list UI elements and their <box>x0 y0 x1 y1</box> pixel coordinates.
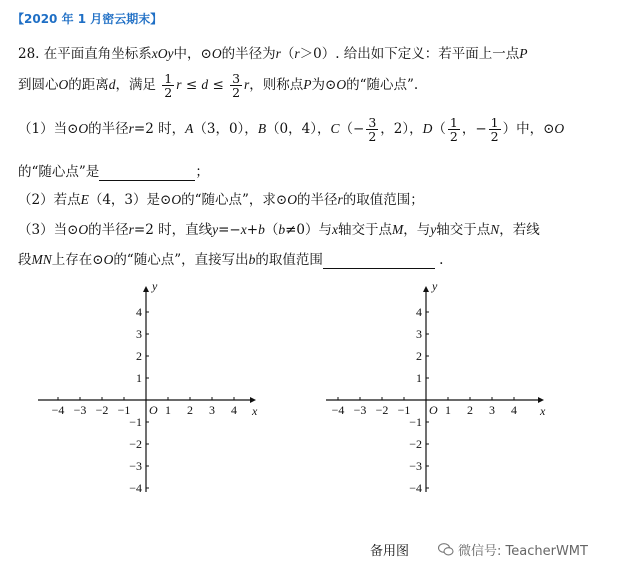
y-tick-label: 1 <box>416 371 422 385</box>
y-axis-label: y <box>432 282 438 293</box>
watermark: 微信号: TeacherWMT <box>438 540 588 559</box>
x-tick-label: 2 <box>467 403 473 417</box>
fraction-d2: $\frac{1}{2}$ <box>490 115 499 144</box>
y-tick-label: −1 <box>409 415 422 429</box>
x-axis-label: x <box>252 404 258 418</box>
x-tick-label: 1 <box>165 403 171 417</box>
y-tick-label: 2 <box>416 349 422 363</box>
y-tick-label: 4 <box>136 305 142 319</box>
x-tick-label: −4 <box>331 403 345 417</box>
y-tick-label: −2 <box>129 437 142 451</box>
question-3-line-2: 段MN上存在⊙O的“随心点”，直接写出b的取值范围 . <box>18 252 444 268</box>
answer-blank-1[interactable] <box>99 164 195 181</box>
problem-line-2: 到圆心O的距离d，满足 $\frac{1}{2}$ r ≤ d ≤ $\frac{3}{2}$ r，则称点P为⊙O的“随心点”. <box>18 71 419 100</box>
y-tick-label: 4 <box>416 305 422 319</box>
x-axis-label: x <box>540 404 546 418</box>
question-1-line-1: （1）当⊙O的半径r=2 时，A（3，0），B（0，4），C（− $\frac{3}{2}$ ，2），D（ $\frac{1}{2}$ ，− $\frac{1}{2}$ ）中，⊙O <box>18 115 565 144</box>
y-tick-label: 3 <box>416 327 422 341</box>
x-tick-label: −1 <box>117 403 131 417</box>
y-axis-arrow <box>423 286 429 292</box>
question-3-line-1: （3）当⊙O的半径r=2 时，直线y=−x+b（b≠0）与x轴交于点M，与y轴交于点N，若线 <box>18 222 540 238</box>
question-1-line-2: 的“随心点”是 ； <box>18 164 209 180</box>
y-tick-label: −3 <box>129 459 142 473</box>
x-axis-arrow <box>538 397 544 403</box>
x-tick-label: −1 <box>397 403 411 417</box>
answer-blank-3[interactable] <box>323 252 435 269</box>
x-tick-label: 1 <box>445 403 451 417</box>
fraction-half: $\frac{1}{2}$ <box>164 71 173 100</box>
y-tick-label: 3 <box>136 327 142 341</box>
x-tick-label: 3 <box>209 403 215 417</box>
source-tag: 【2020 年 1 月密云期末】 <box>12 12 163 26</box>
origin-label: O <box>149 403 158 417</box>
y-tick-label: −1 <box>129 415 142 429</box>
wechat-icon <box>438 543 454 556</box>
problem-line-1: 28. 在平面直角坐标系xOy中，⊙O的半径为r（r＞0）. 给出如下定义：若平面上一点P <box>18 46 528 62</box>
x-tick-label: 4 <box>231 403 237 417</box>
backup-figure-caption: 备用图 <box>370 544 410 559</box>
question-2: （2）若点E（4，3）是⊙O的“随心点”，求⊙O的半径r的取值范围； <box>18 192 424 208</box>
y-axis-label: y <box>152 282 158 293</box>
x-tick-label: −2 <box>375 403 389 417</box>
coordinate-plane-right <box>318 282 563 492</box>
fraction-c: $\frac{3}{2}$ <box>368 115 377 144</box>
y-tick-label: −2 <box>409 437 422 451</box>
y-tick-label: −4 <box>409 481 422 492</box>
y-axis-arrow <box>143 286 149 292</box>
y-tick-label: 1 <box>136 371 142 385</box>
origin-label: O <box>429 403 438 417</box>
y-tick-label: −4 <box>129 481 142 492</box>
fraction-three-half: $\frac{3}{2}$ <box>232 71 241 100</box>
coordinate-plane-left <box>30 282 275 492</box>
x-tick-label: 4 <box>511 403 517 417</box>
x-tick-label: −3 <box>73 403 87 417</box>
y-tick-label: −3 <box>409 459 422 473</box>
fraction-d1: $\frac{1}{2}$ <box>449 115 458 144</box>
x-tick-label: −2 <box>95 403 109 417</box>
x-tick-label: 2 <box>187 403 193 417</box>
x-tick-label: 3 <box>489 403 495 417</box>
x-tick-label: −3 <box>353 403 367 417</box>
x-tick-label: −4 <box>51 403 65 417</box>
y-tick-label: 2 <box>136 349 142 363</box>
x-axis-arrow <box>250 397 256 403</box>
